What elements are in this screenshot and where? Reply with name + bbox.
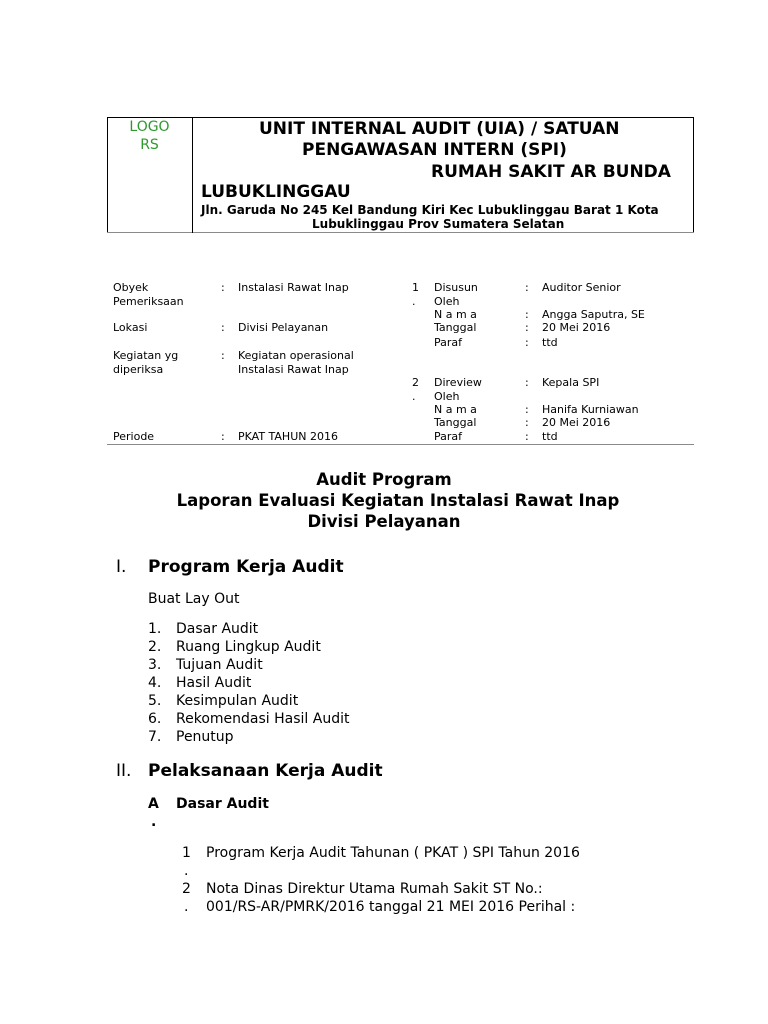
list-item [148, 710, 349, 728]
info-colon: : [221, 349, 225, 362]
info-label-kegiatan-line2: diperiksa [113, 362, 164, 376]
list-item-number: 2. [148, 639, 162, 655]
point-2-dot: . [184, 899, 189, 915]
logo-placeholder [107, 117, 193, 233]
list-item [148, 674, 349, 692]
list-item [148, 692, 349, 710]
subsection-dot: . [151, 814, 157, 830]
info-value-periode: PKAT TAHUN 2016 [238, 430, 338, 443]
doc-title-line1: Audit Program [316, 470, 452, 489]
label-line: Oleh [434, 389, 460, 403]
list-item-text: Kesimpulan Audit [176, 693, 299, 709]
label-line: Oleh [434, 294, 460, 308]
info-label-obyek-line2: Pemeriksaan [113, 294, 184, 308]
list-item-number: 4. [148, 675, 162, 691]
info-label-obyek-line1: Obyek [113, 281, 149, 294]
point-2-number: 2 [182, 881, 191, 897]
info-label-nama: N a m a [434, 308, 477, 321]
point-1-dot: . [184, 863, 189, 879]
info-value-tanggal: 20 Mei 2016 [542, 321, 611, 334]
info-value-kegiatan-line1: Kegiatan operasional [238, 349, 354, 362]
info-label-direview [434, 376, 482, 403]
info-colon: : [221, 321, 225, 334]
org-title-line1: UNIT INTERNAL AUDIT (UIA) / SATUAN [259, 119, 620, 139]
info-colon: : [525, 308, 529, 321]
info-colon: : [221, 281, 225, 294]
number-dot: . [412, 389, 416, 403]
info-value-lokasi: Divisi Pelayanan [238, 321, 329, 334]
org-title-line2: PENGAWASAN INTERN (SPI) [302, 140, 567, 160]
point-2-text-line1: Nota Dinas Direktur Utama Rumah Sakit ST No.: [206, 881, 543, 897]
list-item-text: Dasar Audit [176, 621, 259, 637]
list-item-text: Hasil Audit [176, 675, 252, 691]
number-digit: 2 [412, 376, 419, 389]
info-value-disusun: Auditor Senior [542, 281, 621, 294]
info-colon: : [525, 281, 529, 294]
list-item-number: 6. [148, 711, 162, 727]
logo-text-line2: RS [140, 137, 159, 153]
org-title-line4: LUBUKLINGGAU [201, 182, 351, 202]
info-label-kegiatan-line1: Kegiatan yg [113, 349, 179, 362]
info-colon: : [525, 376, 529, 389]
info-colon: : [525, 416, 529, 429]
info-value-nama: Hanifa Kurniawan [542, 403, 639, 416]
list-item-number: 1. [148, 621, 162, 637]
list-item-number: 3. [148, 657, 162, 673]
info-colon: : [221, 430, 225, 443]
list-item-text: Tujuan Audit [176, 657, 263, 673]
info-colon: : [525, 430, 529, 443]
info-value-nama: Angga Saputra, SE [542, 308, 645, 321]
subsection-title: Dasar Audit [176, 796, 269, 812]
info-value-kegiatan-line2: Instalasi Rawat Inap [238, 362, 349, 376]
info-label-tanggal: Tanggal [434, 416, 477, 429]
doc-title-line3: Divisi Pelayanan [307, 512, 461, 531]
info-value-paraf: ttd [542, 336, 558, 349]
list-item-number: 5. [148, 693, 162, 709]
section-1-title: Program Kerja Audit [148, 557, 344, 577]
letterhead-divider [107, 232, 694, 233]
info-label-disusun [434, 281, 478, 308]
point-1-number: 1 [182, 845, 191, 861]
list-item [148, 638, 349, 656]
subsection-letter: A [148, 796, 159, 812]
doc-title-line2: Laporan Evaluasi Kegiatan Instalasi Rawat Inap [176, 491, 620, 510]
info-value-kegiatan [238, 349, 354, 376]
section-1-intro: Buat Lay Out [148, 591, 240, 607]
info-value-tanggal: 20 Mei 2016 [542, 416, 611, 429]
number-dot: . [412, 294, 416, 308]
address-line2: Lubuklinggau Prov Sumatera Selatan [312, 217, 565, 231]
info-label-tanggal: Tanggal [434, 321, 477, 334]
point-2-text-line2: 001/RS-AR/PMRK/2016 tanggal 21 MEI 2016 Perihal : [206, 899, 576, 915]
number-digit: 1 [412, 281, 419, 294]
info-label-lokasi: Lokasi [113, 321, 148, 334]
info-value-paraf: ttd [542, 430, 558, 443]
info-divider [107, 444, 694, 445]
list-item [148, 620, 349, 638]
org-title-line3: RUMAH SAKIT AR BUNDA [431, 162, 671, 182]
info-value-obyek: Instalasi Rawat Inap [238, 281, 349, 294]
info-label-paraf: Paraf [434, 336, 463, 349]
address-line1: Jln. Garuda No 245 Kel Bandung Kiri Kec Lubuklinggau Barat 1 Kota [201, 203, 659, 217]
info-label-periode: Periode [113, 430, 155, 443]
point-1-text: Program Kerja Audit Tahunan ( PKAT ) SPI Tahun 2016 [206, 845, 580, 861]
list-item [148, 728, 349, 746]
section-1-number: I. [116, 557, 127, 577]
section-2-number: II. [116, 761, 132, 781]
list-item-number: 7. [148, 729, 162, 745]
info-colon: : [525, 403, 529, 416]
reviewer-number-2 [412, 376, 419, 403]
info-value-direview: Kepala SPI [542, 376, 600, 389]
label-line: Disusun [434, 281, 478, 294]
list-item [148, 656, 349, 674]
label-line: Direview [434, 376, 482, 389]
list-item-text: Rekomendasi Hasil Audit [176, 711, 350, 727]
info-label-kegiatan [113, 349, 178, 376]
info-label-nama: N a m a [434, 403, 477, 416]
logo-text-line1: LOGO [129, 119, 170, 135]
info-label-paraf: Paraf [434, 430, 463, 443]
list-item-text: Ruang Lingkup Audit [176, 639, 321, 655]
info-colon: : [525, 321, 529, 334]
info-colon: : [525, 336, 529, 349]
section-1-list [148, 620, 349, 746]
list-item-text: Penutup [176, 729, 234, 745]
info-label-obyek [113, 281, 184, 308]
reviewer-number-1 [412, 281, 419, 308]
section-2-title: Pelaksanaan Kerja Audit [148, 761, 383, 781]
